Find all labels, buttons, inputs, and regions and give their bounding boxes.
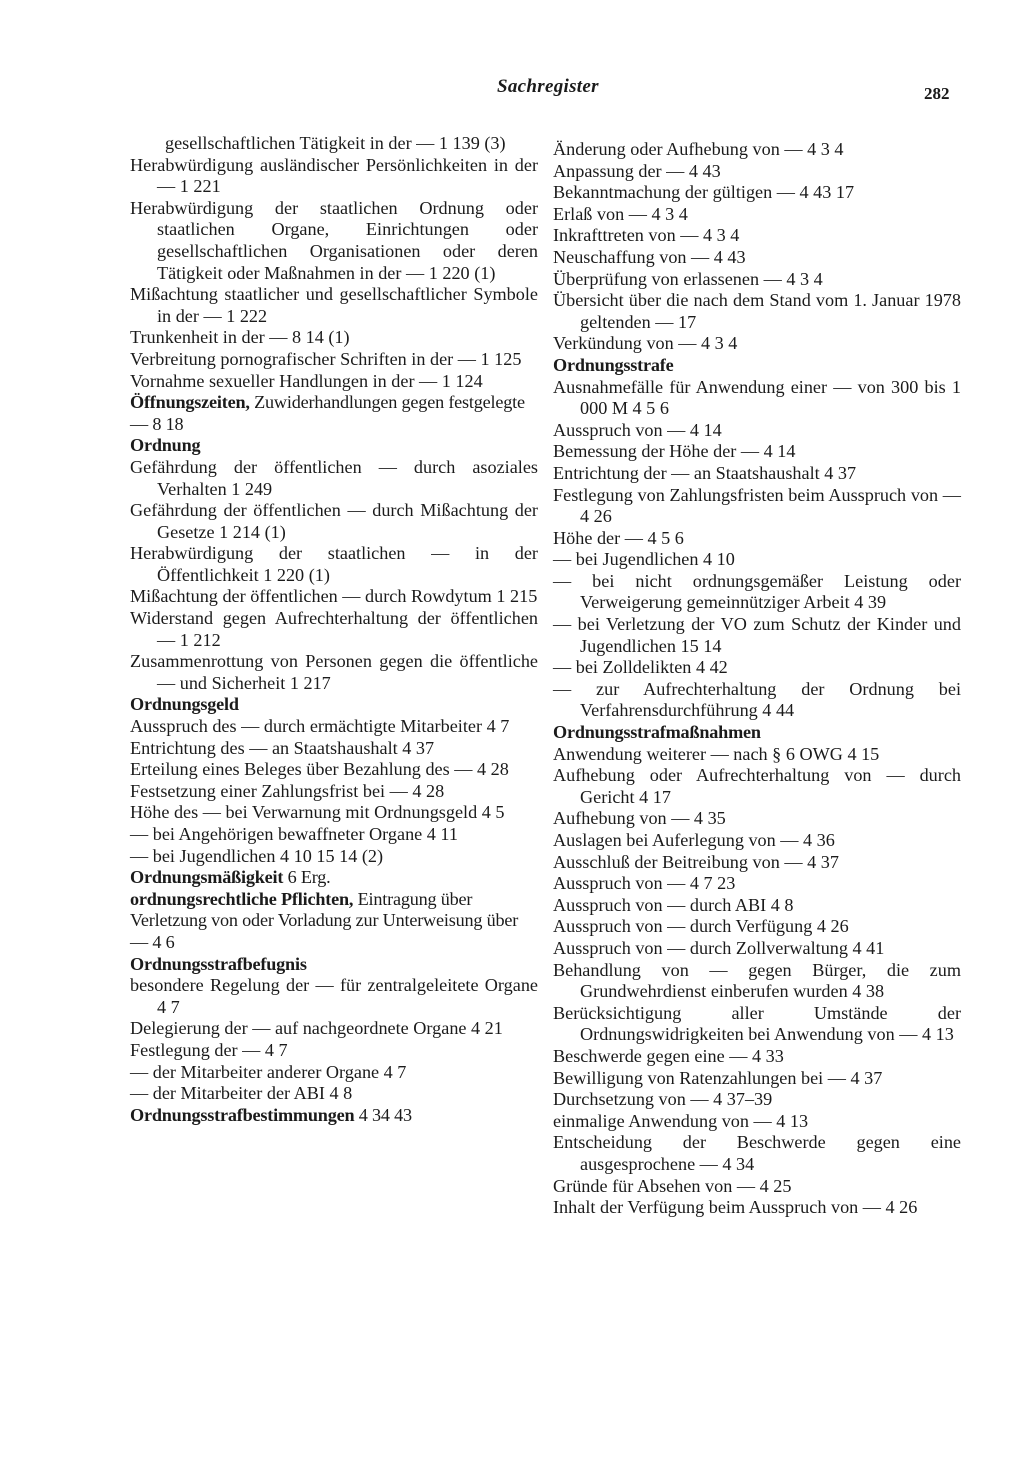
index-sub-entry: Verbreitung pornografischer Schriften in der — 1 125 (130, 348, 522, 369)
index-sub-entry: Ausschluß der Beitreibung von — 4 37 (553, 851, 839, 872)
index-sub-entry: Ausspruch von — 4 14 (553, 419, 722, 440)
page-number: 282 (924, 84, 950, 103)
index-sub-entry: Anwendung weiterer — nach § 6 OWG 4 15 (553, 743, 880, 764)
index-sub-entry: Neuschaffung von — 4 43 (553, 246, 746, 267)
index-entry-text: 6 Erg. (283, 867, 331, 888)
index-sub-entry: Festlegung der — 4 7 (130, 1039, 288, 1060)
index-sub-entry: besondere Regelung der — für zentralgeleitete Organe 4 7 (130, 975, 538, 1017)
index-subsub-entry: — zur Aufrechterhaltung der Ordnung bei Verfahrensdurchführung 4 44 (553, 678, 961, 721)
index-sub-entry: Ausspruch von — durch Zollverwaltung 4 41 (553, 937, 885, 958)
index-sub-entry: Ausnahmefälle für Anwendung einer — von 300 bis 1 000 M 4 5 6 (553, 376, 961, 419)
index-sub-entry: Höhe der — 4 5 6 (553, 527, 684, 548)
index-subsub-entry: — der Mitarbeiter anderer Organe 4 7 (130, 1061, 407, 1082)
index-subsub-entry: — bei Jugendlichen 4 10 15 14 (2) (130, 845, 384, 866)
index-main-entry (553, 722, 961, 744)
index-sub-entry: Bewilligung von Ratenzahlungen bei — 4 37 (553, 1067, 883, 1088)
index-sub-entry: Herabwürdigung der staatlichen — in der Öffentlichkeit 1 220 (1) (130, 543, 538, 585)
index-sub-entry: Aufhebung oder Aufrechterhaltung von — durch Gericht 4 17 (553, 765, 961, 807)
index-sub-entry: Mißachtung der öffentlichen — durch Rowdytum 1 215 (130, 586, 538, 607)
index-term: Öffnungszeiten, (130, 392, 250, 413)
index-sub-entry: Behandlung von — gegen Bürger, die zum Grundwehrdienst einberufen wurden 4 38 (553, 959, 961, 1002)
index-sub-entry: Bekanntmachung der gültigen — 4 43 17 (553, 182, 855, 203)
index-main-entry (130, 867, 538, 889)
index-sub-entry: Ausspruch von — durch Verfügung 4 26 (553, 916, 849, 937)
index-main-entry (130, 889, 538, 954)
index-main-entry (130, 694, 538, 716)
index-term: Ordnungsstrafe (553, 354, 674, 375)
index-sub-entry: Ausspruch des — durch ermächtigte Mitarbeiter 4 7 (130, 716, 510, 737)
index-sub-entry: Entrichtung des — an Staatshaushalt 4 37 (130, 737, 435, 758)
index-sub-entry: Festsetzung einer Zahlungsfrist bei — 4 28 (130, 780, 445, 801)
index-sub-entry: Gründe für Absehen von — 4 25 (553, 1175, 792, 1196)
index-sub-entry: Delegierung der — auf nachgeordnete Organe 4 21 (130, 1018, 503, 1039)
index-sub-entry: Verkündung von — 4 3 4 (553, 333, 738, 354)
index-subsub-entry: — bei Angehörigen bewaffneter Organe 4 11 (130, 824, 458, 844)
index-sub-entry: einmalige Anwendung von — 4 13 (553, 1110, 809, 1131)
index-sub-entry: Durchsetzung von — 4 37–39 (553, 1089, 773, 1110)
index-sub-entry: Herabwürdigung ausländischer Persönlichkeiten in der — 1 221 (130, 154, 538, 197)
index-sub-entry: Erlaß von — 4 3 4 (553, 203, 688, 224)
running-head: Sachregister (497, 76, 599, 97)
index-sub-entry: Festlegung von Zahlungsfristen beim Ausspruch von — 4 26 (553, 484, 961, 527)
index-continuation: gesellschaftlichen Tätigkeit in der — 1 139 (3) (165, 133, 506, 153)
index-term: Ordnung (130, 435, 201, 456)
index-sub-entry: Ausspruch von — durch ABI 4 8 (553, 894, 794, 915)
index-main-entry (130, 954, 538, 976)
index-sub-entry: Anpassung der — 4 43 (553, 160, 721, 181)
index-main-entry (130, 1105, 538, 1127)
index-sub-entry: Auslagen bei Auferlegung von — 4 36 (553, 830, 835, 850)
index-sub-entry: Herabwürdigung der staatlichen Ordnung oder staatlichen Organe, Einrichtungen oder gesellschaftlichen Organisationen oder deren Tätigkeit oder Maßnahmen in der — 1 220 (1) (130, 197, 538, 283)
index-sub-entry: Zusammenrottung von Personen gegen die öffentliche — und Sicherheit 1 217 (130, 651, 538, 693)
index-term: Ordnungsgeld (130, 694, 239, 715)
index-sub-entry: Mißachtung staatlicher und gesellschaftlicher Symbole in der — 1 222 (130, 284, 538, 326)
index-sub-entry: Inhalt der Verfügung beim Ausspruch von — 4 26 (553, 1197, 918, 1218)
index-term: Ordnungsstrafbefugnis (130, 953, 307, 974)
right-index-column (553, 139, 961, 1219)
index-sub-entry: Ausspruch von — 4 7 23 (553, 873, 736, 894)
index-sub-entry: Inkrafttreten von — 4 3 4 (553, 225, 740, 246)
index-entry-text: Eintragung über Verletzung von oder Vorladung zur Unterweisung über — 4 6 (130, 888, 519, 952)
index-sub-entry: Höhe des — bei Verwarnung mit Ordnungsgeld 4 5 (130, 802, 505, 823)
index-main-entry (130, 435, 538, 457)
index-subsub-entry: — bei Verletzung der VO zum Schutz der Kinder und Jugendlichen 15 14 (553, 614, 961, 656)
index-sub-entry: Widerstand gegen Aufrechterhaltung der öffentlichen — 1 212 (130, 608, 538, 650)
index-sub-entry: Vornahme sexueller Handlungen in der — 1 124 (130, 370, 483, 391)
index-subsub-entry: — der Mitarbeiter der ABI 4 8 (130, 1083, 353, 1104)
index-term: Ordnungsmäßigkeit (130, 867, 284, 888)
index-entry-text: 4 34 43 (354, 1104, 412, 1125)
index-sub-entry: Gefährdung der öffentlichen — durch asoziales Verhalten 1 249 (130, 456, 538, 499)
left-index-column (130, 133, 538, 1126)
index-sub-entry: Übersicht über die nach dem Stand vom 1. Januar 1978 geltenden — 17 (553, 290, 961, 332)
index-sub-entry: Gefährdung der öffentlichen — durch Mißachtung der Gesetze 1 214 (1) (130, 500, 538, 542)
index-subsub-entry: — bei Jugendlichen 4 10 (553, 549, 735, 570)
index-main-entry (130, 392, 538, 435)
index-sub-entry: Entscheidung der Beschwerde gegen eine ausgesprochene — 4 34 (553, 1132, 961, 1174)
index-term: Ordnungsstrafbestimmungen (130, 1104, 355, 1125)
index-sub-entry: Aufhebung von — 4 35 (553, 808, 726, 829)
index-sub-entry: Trunkenheit in der — 8 14 (1) (130, 327, 350, 348)
index-sub-entry: Überprüfung von erlassenen — 4 3 4 (553, 268, 823, 289)
index-sub-entry: Berücksichtigung aller Umstände der Ordnungswidrigkeiten bei Anwendung von — 4 13 (553, 1002, 961, 1045)
index-sub-entry: Erteilung eines Beleges über Bezahlung des — 4 28 (130, 759, 509, 780)
index-subsub-entry: — bei Zolldelikten 4 42 (553, 657, 728, 678)
index-term: ordnungsrechtliche Pflichten, (130, 888, 354, 909)
index-sub-entry: Bemessung der Höhe der — 4 14 (553, 441, 796, 462)
index-main-entry (553, 355, 961, 377)
index-entry-text: Zuwiderhandlungen gegen festgelegte — 8 18 (130, 392, 525, 434)
index-term: Ordnungsstrafmaßnahmen (553, 722, 761, 743)
index-subsub-entry: — bei nicht ordnungsgemäßer Leistung oder Verweigerung gemeinnütziger Arbeit 4 39 (553, 570, 961, 613)
index-sub-entry: Entrichtung der — an Staatshaushalt 4 37 (553, 462, 857, 483)
index-sub-entry: Beschwerde gegen eine — 4 33 (553, 1045, 784, 1066)
index-sub-entry: Änderung oder Aufhebung von — 4 3 4 (553, 139, 844, 159)
